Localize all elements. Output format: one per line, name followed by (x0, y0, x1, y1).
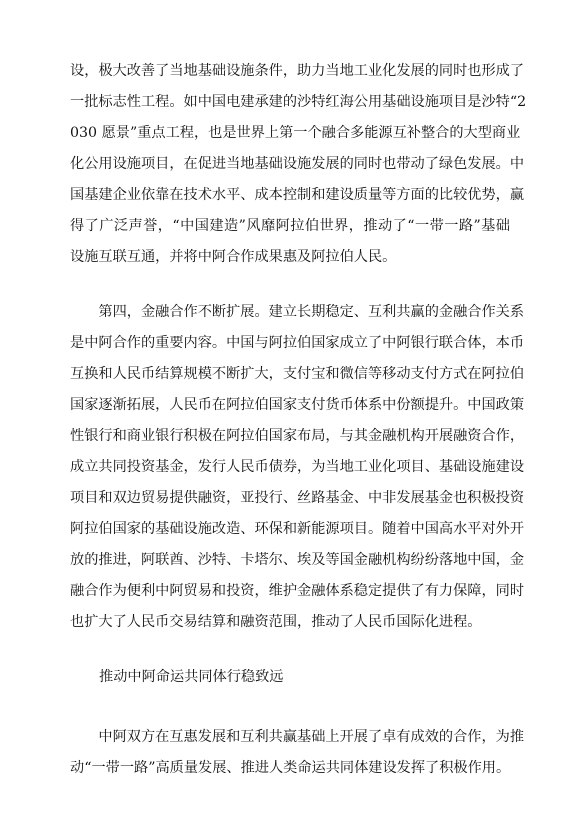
paragraph-2-line-1: 第四，金融合作不断扩展。建立长期稳定、互利共赢的金融合作关系 (70, 304, 525, 320)
paragraph-2-line-7: 项目和双边贸易提供融资，亚投行、丝路基金、中非发展基金也积极投资 (70, 490, 525, 506)
paragraph-3-line-1: 中阿双方在互惠发展和互利共赢基础上开展了卓有成效的合作，为推 (70, 729, 525, 745)
paragraph-1-line-4: 化公用设施项目，在促进当地基础设施发展的同时也带动了绿色发展。中 (70, 156, 525, 172)
paragraph-2-line-2: 是中阿合作的重要内容。中国与阿拉伯国家成立了中阿银行联合体，本币 (70, 335, 525, 351)
paragraph-3-line-2: 动“一带一路”高质量发展、推进人类命运共同体建设发挥了积极作用。 (70, 760, 511, 776)
paragraph-2-line-6: 成立共同投资基金，发行人民币债券，为当地工业化项目、基础设施建设 (70, 459, 525, 475)
paragraph-2-line-3: 互换和人民币结算规模不断扩大，支付宝和微信等移动支付方式在阿拉伯 (70, 366, 525, 382)
paragraph-2-line-9: 放的推进，阿联酋、沙特、卡塔尔、埃及等国金融机构纷纷落地中国，金 (70, 552, 525, 568)
paragraph-2-line-11: 也扩大了人民币交易结算和融资范围，推动了人民币国际化进程。 (70, 614, 482, 630)
paragraph-1-line-1: 设，极大改善了当地基础设施条件，助力当地工业化发展的同时也形成了 (70, 63, 525, 79)
paragraph-2-line-10: 融合作为便利中阿贸易和投资，维护金融体系稳定提供了有力保障，同时 (70, 583, 525, 599)
paragraph-2-line-4: 国家逐渐拓展，人民币在阿拉伯国家支付货币体系中份额提升。中国政策 (70, 397, 525, 413)
paragraph-1-line-5: 国基建企业依靠在技术水平、成本控制和建设质量等方面的比较优势，赢 (70, 187, 525, 203)
paragraph-2-line-5: 性银行和商业银行积极在阿拉伯国家布局，与其金融机构开展融资合作， (70, 428, 525, 444)
section-heading: 推动中阿命运共同体行稳致远 (99, 669, 284, 685)
paragraph-1-line-3: 030 愿景”重点工程，也是世界上第一个融合多能源互补整合的大型商业 (70, 125, 521, 141)
paragraph-1-line-6: 得了广泛声誉，“中国建造”风靡阿拉伯世界，推动了“一带一路”基础 (70, 218, 510, 234)
paragraph-1-line-7: 设施互联互通，并将中阿合作成果惠及阿拉伯人民。 (70, 249, 397, 265)
paragraph-2-line-8: 阿拉伯国家的基础设施改造、环保和新能源项目。随着中国高水平对外开 (70, 521, 525, 537)
paragraph-1-line-2: 一批标志性工程。如中国电建承建的沙特红海公用基础设施项目是沙特“2 (70, 94, 527, 110)
